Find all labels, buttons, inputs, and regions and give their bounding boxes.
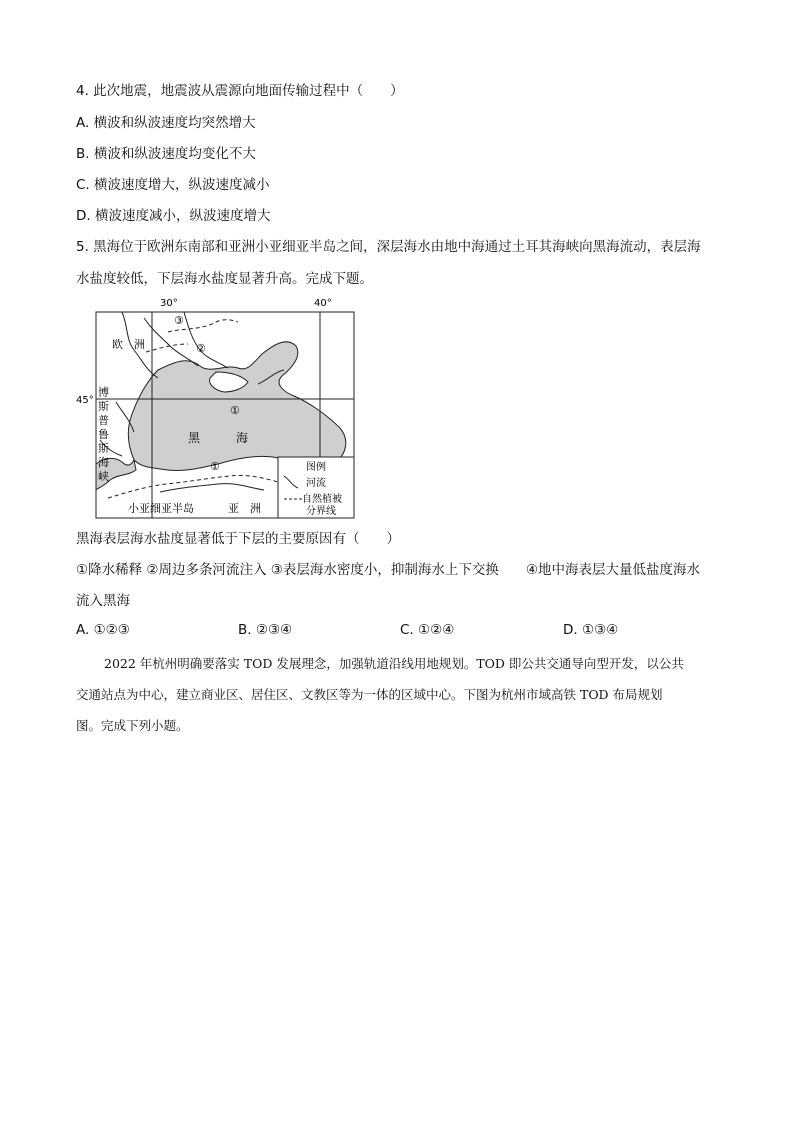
- tod-line3: 图。完成下列小题。: [76, 718, 189, 733]
- q5-option-a: A. ①②③: [76, 622, 130, 638]
- map-label-bosporus: [98, 385, 109, 483]
- map-marker-2: ②: [196, 342, 206, 355]
- map-marker-1-south: ①: [210, 460, 220, 473]
- svg-text:斯: 斯: [98, 400, 109, 413]
- map-label-lon-40: 40°: [314, 298, 332, 309]
- svg-text:鲁: 鲁: [98, 428, 109, 441]
- q4-option-c: C. 横波速度增大，纵波速度减小: [76, 177, 270, 193]
- svg-text:海: 海: [98, 456, 109, 469]
- legend-boundary-2: 分界线: [306, 506, 336, 517]
- q5-intro-line2: 水盐度较低，下层海水盐度显著升高。完成下题。: [76, 271, 373, 287]
- q5-reasons-line2: 流入黑海: [76, 593, 130, 609]
- tod-line1: 2022 年杭州明确要落实 TOD 发展理念，加强轨道沿线用地规划。TOD 即公共交通导向型开发，以公共: [104, 656, 684, 671]
- q4-stem: 4. 此次地震，地震波从震源向地面传输过程中（ ）: [76, 83, 404, 99]
- map-label-asia-minor: 小亚细亚半岛: [128, 502, 194, 515]
- svg-text:博: 博: [98, 386, 109, 399]
- legend-river: 河流: [306, 478, 326, 489]
- q5-option-d: D. ①③④: [563, 622, 619, 638]
- legend-title: 图例: [306, 462, 326, 473]
- svg-text:普: 普: [98, 414, 109, 427]
- black-sea-map: [76, 292, 388, 527]
- map-label-lon-30: 30°: [160, 298, 178, 309]
- q4-option-d: D. 横波速度减小，纵波速度增大: [76, 208, 271, 224]
- map-label-asia: 亚 洲: [228, 502, 261, 515]
- map-label-black-sea: 黑 海: [188, 431, 249, 445]
- map-marker-3: ③: [174, 314, 184, 327]
- q5-option-b: B. ②③④: [238, 622, 293, 638]
- legend-boundary-1: 自然植被: [302, 494, 342, 505]
- q5-reasons-line1: ①降水稀释 ②周边多条河流注入 ③表层海水密度小，抑制海水上下交换 ④地中海表层大量低盐度海水: [76, 562, 700, 578]
- tod-line2: 交通站点为中心，建立商业区、居住区、文教区等为一体的区域中心。下图为杭州市域高铁 TOD 布局规划: [76, 687, 663, 702]
- svg-text:斯: 斯: [98, 442, 109, 455]
- map-marker-1-north: ①: [230, 404, 240, 417]
- q4-option-b: B. 横波和纵波速度均变化不大: [76, 146, 256, 162]
- map-legend: [278, 457, 354, 518]
- q5-options: [76, 622, 676, 642]
- map-label-europe: 欧 洲: [112, 338, 145, 351]
- map-label-lat-45: 45°: [76, 395, 94, 406]
- q5-intro-line1: 5. 黑海位于欧洲东南部和亚洲小亚细亚半岛之间，深层海水由地中海通过土耳其海峡向黑海流动，表层海: [76, 239, 701, 255]
- q5-option-c: C. ①②④: [400, 622, 455, 638]
- q5-question: 黑海表层海水盐度显著低于下层的主要原因有（ ）: [76, 531, 400, 547]
- svg-text:峡: 峡: [98, 470, 109, 483]
- q4-option-a: A. 横波和纵波速度均突然增大: [76, 115, 256, 131]
